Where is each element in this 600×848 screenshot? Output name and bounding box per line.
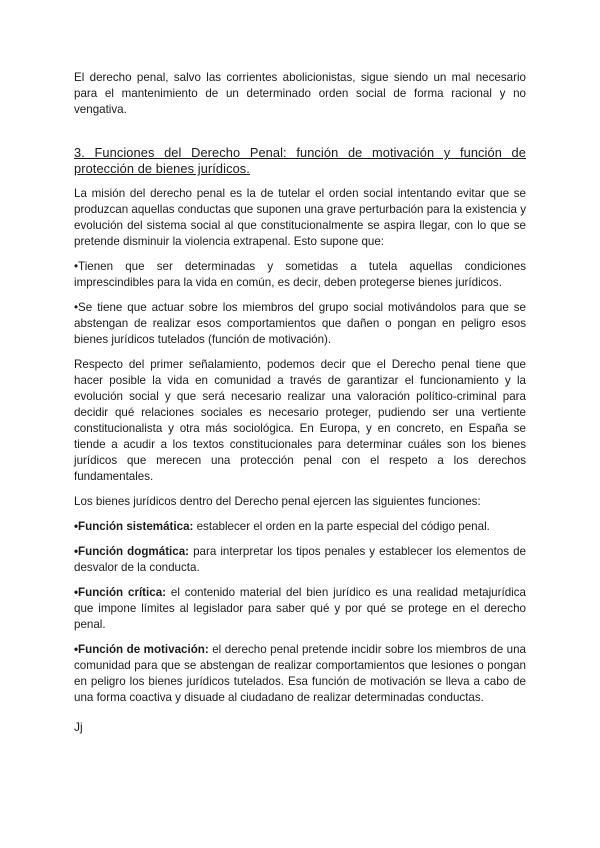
function-text: el derecho penal pretende incidir sobre los miembros de una comunidad para que se abstengan de realizar comportamientos que lesiones o pongan en peligro los bienes jurídicos tutelados. Esa función de motivación se lleva a cabo de una forma coactiva y disuade al ciudadano de realizar determinadas conductas. [74, 643, 526, 704]
functions-intro: Los bienes jurídicos dentro del Derecho penal ejercen las siguientes funciones: [74, 495, 481, 508]
function-text: el contenido material del bien jurídico es una realidad metajurídica que impone límites al legislador para saber qué y por qué se protege en el derecho penal. [74, 586, 526, 631]
section-heading: 3. Funciones del Derecho Penal: función de motivación y función de protección de bienes jurídicos. [74, 145, 526, 176]
function-item-critical [74, 585, 526, 633]
function-text: establecer el orden en la parte especial del código penal. [193, 520, 490, 533]
function-title: •Función sistemática: [74, 520, 194, 533]
mission-paragraph: La misión del derecho penal es la de tutelar el orden social intentando evitar que se produzcan aquellas conductas que suponen una grave perturbación para la existencia y evolución del sistema social al que constitucionalmente se aspira llegar, con lo que se pretende disminuir la violencia extrapenal. Esto supone que: [74, 187, 526, 248]
function-title: •Función dogmática: [74, 545, 190, 558]
function-item-dogmatic [74, 544, 526, 576]
first-point-paragraph: Respecto del primer señalamiento, podemos decir que el Derecho penal tiene que hacer posible la vida en comunidad a través de garantizar el funcionamiento y la evolución social y que será necesario realizar una valoración político-criminal para decidir qué relaciones sociales es necesario proteger, pudiendo ser una vertiente constitucionalista y otra más sociológica. En Europa, y en concreto, en España se tiende a acudir a los textos constitucionales para determinar cuáles son los bienes jurídicos que merecen una protección penal con el respeto a los derechos fundamentales. [74, 358, 526, 483]
bullet-motivation: •Se tiene que actuar sobre los miembros del grupo social motivándolos para que se abstengan de realizar esos comportamientos que dañen o pongan en peligro esos bienes jurídicos tutelados (función de motivación). [74, 301, 526, 346]
bullet-legal-goods: •Tienen que ser determinadas y sometidas a tutela aquellas condiciones imprescindibles para la vida en común, es decir, deben protegerse bienes jurídicos. [74, 260, 526, 289]
function-title: •Función de motivación: [74, 643, 209, 656]
function-text: para interpretar los tipos penales y establecer los elementos de desvalor de la conducta. [74, 545, 526, 574]
document-page [74, 70, 526, 735]
function-item-systematic [74, 519, 526, 535]
function-item-motivation [74, 642, 526, 706]
intro-paragraph: El derecho penal, salvo las corrientes abolicionistas, sigue siendo un mal necesario para el mantenimiento de un determinado orden social de forma racional y no vengativa. [74, 71, 526, 116]
signature-initials: Jj [74, 720, 83, 734]
function-title: •Función crítica: [74, 586, 167, 599]
